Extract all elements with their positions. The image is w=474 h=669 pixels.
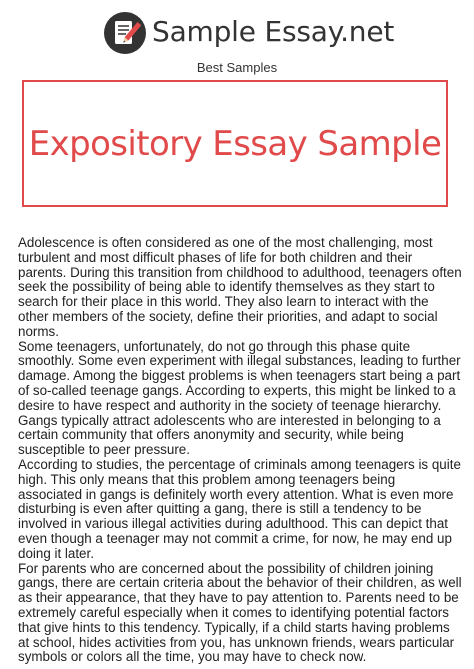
tagline: Best Samples xyxy=(196,60,278,75)
paragraph: According to studies, the percentage of criminals among teenagers is quite high. This only means that this problem among teenagers being associated in gangs is definitely worth every attention. What is even more disturbing is even after quitting a gang, there is still a tendency to be involved in various illegal activities during adulthood. This can depict that even though a teenager may not commit a crime, for now, he may end up doing it later. xyxy=(18,456,461,561)
paragraph: Adolescence is often considered as one of the most challenging, most turbulent and most difficult phases of life for both children and their parents. During this transition from childhood to adulthood, teenagers often seek the possibility of being able to identify themselves as they start to search for their place in this world. They also learn to interact with the other members of the society, define their priorities, and adapt to social norms. xyxy=(18,235,462,339)
logo[interactable] xyxy=(104,12,146,54)
paragraph: For parents who are concerned about the possibility of children joining gangs, there are certain criteria about the behavior of their children, as well as their appearance, that they have to pay attention to. Parents need to be extremely careful especially when it comes to identifying potential factors that give hints to this tendency. Typically, if a child starts having problems at school, hides activities from you, has unknown friends, wears particular symbols or colors all the time, you may have to check now. xyxy=(18,560,462,665)
document-pencil-icon xyxy=(104,12,146,54)
essay-body xyxy=(18,236,462,665)
page-title: Expository Essay Sample xyxy=(28,124,442,164)
title-box xyxy=(22,80,448,207)
brand-name[interactable]: Sample Essay.net xyxy=(152,15,395,48)
paragraph: Some teenagers, unfortunately, do not go through this phase quite smoothly. Some even experiment with illegal substances, leading to further damage. Among the biggest problems is when teenagers start being a part of so-called teenage gangs. According to experts, this might be linked to a desire to have respect and authority in the society of teenage hierarchy. Gangs typically attract adolescents who are interested in belonging to a certain community that offers anonymity and security, while being susceptible to peer pressure. xyxy=(18,338,461,458)
header xyxy=(0,0,474,80)
